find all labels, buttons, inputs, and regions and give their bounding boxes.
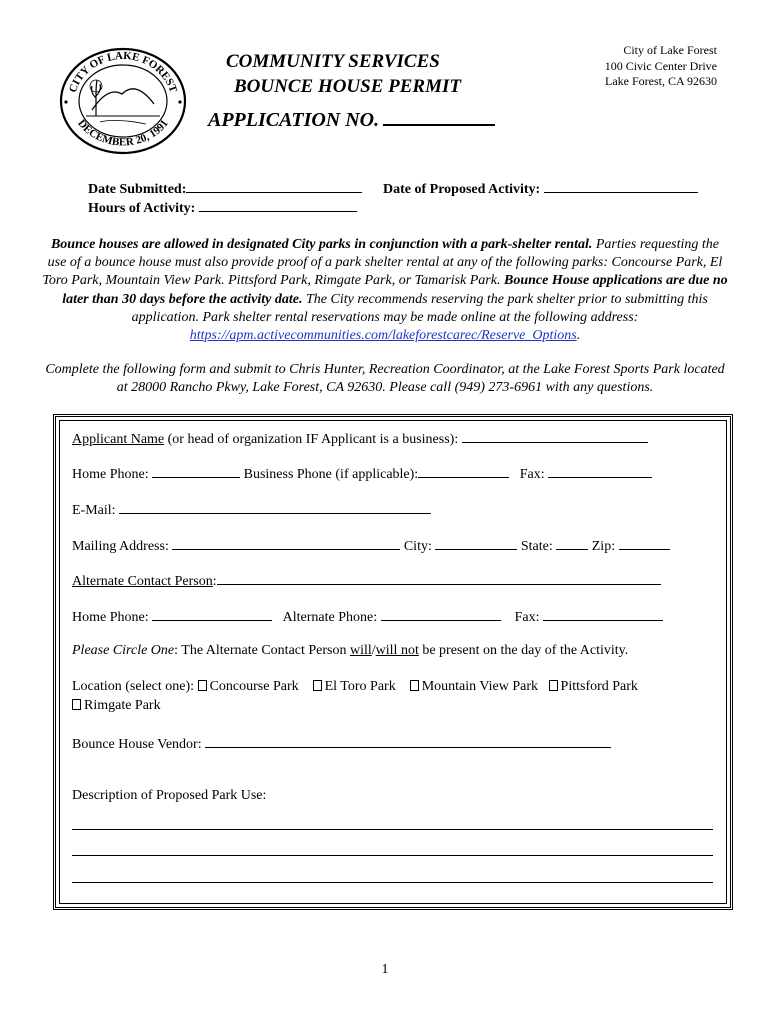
city-name: City of Lake Forest	[623, 43, 717, 57]
alternate-contact-label: Alternate Contact Person	[72, 574, 213, 589]
vendor-field[interactable]	[205, 734, 611, 748]
checkbox-icon[interactable]	[198, 680, 207, 691]
description-line-2[interactable]	[72, 855, 713, 856]
intro-bold-2: Bounce House applications are due no later than 30 days before the activity date.	[62, 273, 728, 307]
description-label: Description of Proposed Park Use:	[72, 788, 267, 803]
description-row	[72, 788, 266, 804]
will-not-option[interactable]: will not	[375, 643, 419, 658]
city-seal-logo	[56, 46, 190, 156]
title-community-services: COMMUNITY SERVICES	[226, 51, 440, 72]
location-option-el-toro[interactable]	[313, 679, 396, 694]
home-phone-field[interactable]	[152, 464, 240, 478]
application-form-box	[53, 414, 733, 910]
date-proposed-label: Date of Proposed Activity:	[383, 182, 541, 197]
alt-phone-label: Alternate Phone:	[282, 610, 381, 625]
hours-row	[88, 197, 357, 217]
location-label: Location (select one):	[72, 679, 198, 694]
alt-phone-field[interactable]	[381, 607, 501, 621]
email-row	[72, 500, 431, 519]
city-label: City:	[403, 539, 436, 554]
application-number-field[interactable]	[383, 107, 495, 126]
form-inner-border	[59, 420, 727, 904]
intro-text-2: The City recommends reserving the park shelter prior to submitting this application. Park shelter rental reservations may be made online at the following address:	[131, 291, 708, 325]
date-proposed-field[interactable]	[544, 178, 698, 193]
location-option-label: Concourse Park	[209, 679, 299, 694]
vendor-label: Bounce House Vendor:	[72, 737, 206, 752]
circle-one-label: Please Circle One	[72, 643, 175, 658]
mailing-address-label: Mailing Address:	[72, 539, 173, 554]
alt-home-phone-field[interactable]	[152, 607, 272, 621]
checkbox-icon[interactable]	[410, 680, 419, 691]
seal-bottom-text: DECEMBER 20, 1991	[75, 117, 171, 149]
location-option-pittsford[interactable]	[549, 679, 638, 694]
location-option-concourse[interactable]	[198, 679, 299, 694]
fax-label: Fax:	[519, 467, 549, 482]
alternate-contact-field[interactable]	[217, 571, 661, 585]
circle-one-end: be present on the day of the Activity.	[418, 643, 629, 658]
email-field[interactable]	[119, 500, 431, 514]
hours-field[interactable]	[199, 197, 357, 212]
alt-fax-field[interactable]	[543, 607, 663, 621]
location-option-rimgate[interactable]	[72, 698, 161, 713]
applicant-name-row	[72, 429, 648, 448]
alt-fax-label: Fax:	[514, 610, 543, 625]
location-option-label: El Toro Park	[324, 679, 396, 694]
circle-one-row	[72, 643, 628, 659]
location-option-mountain-view[interactable]	[410, 679, 538, 694]
location-option-label: Rimgate Park	[84, 698, 161, 713]
page-number: 1	[381, 962, 389, 977]
alternate-phone-row	[72, 607, 663, 626]
application-number-row	[208, 107, 495, 132]
title-bounce-house-permit: BOUNCE HOUSE PERMIT	[234, 76, 461, 97]
mailing-address-field[interactable]	[172, 536, 400, 550]
date-submitted-label: Date Submitted:	[88, 182, 187, 197]
location-option-label: Mountain View Park	[421, 679, 539, 694]
state-field[interactable]	[556, 536, 588, 550]
submission-paragraph: Complete the following form and submit to Chris Hunter, Recreation Coordinator, at the Lake Forest Sports Park located at 28000 Rancho Pkwy, Lake Forest, CA 92630. Please call (949) 273-6961 with any questions.	[45, 362, 725, 396]
applicant-name-label: Applicant Name	[72, 432, 165, 447]
application-number-label: APPLICATION NO.	[208, 109, 380, 131]
intro-bold-1: Bounce houses are allowed in designated City parks in conjunction with a park-shelter rental.	[50, 237, 593, 252]
svg-text:CITY OF LAKE FOREST	[67, 50, 180, 95]
alt-home-phone-label: Home Phone:	[72, 610, 153, 625]
checkbox-icon[interactable]	[72, 699, 81, 710]
date-proposed-row	[383, 178, 698, 198]
description-line-3[interactable]	[72, 882, 713, 883]
will-option[interactable]: will	[350, 643, 372, 658]
applicant-phone-row	[72, 464, 652, 483]
hours-label: Hours of Activity:	[88, 201, 196, 216]
intro-text-1: Parties requesting the use of a bounce house must also provide proof of a park shelter rental at any of the following parks: Concourse Park, El Toro Park, Mountain View Park. Pittsford Park, Rimgate Park, or Tamarisk Park.	[42, 237, 723, 289]
mailing-address-row	[72, 536, 670, 555]
intro-paragraph	[40, 236, 730, 345]
home-phone-label: Home Phone:	[72, 467, 153, 482]
seal-top-text: CITY OF LAKE FOREST	[66, 49, 180, 95]
date-submitted-row	[88, 178, 362, 198]
zip-label: Zip:	[591, 539, 619, 554]
alternate-contact-row	[72, 571, 661, 590]
business-phone-field[interactable]	[418, 464, 509, 478]
applicant-name-suffix: (or head of organization IF Applicant is a business):	[164, 432, 462, 447]
checkbox-icon[interactable]	[313, 680, 322, 691]
location-row	[72, 679, 638, 695]
location-option-label: Pittsford Park	[560, 679, 638, 694]
city-state-zip: Lake Forest, CA 92630	[605, 74, 717, 88]
checkbox-icon[interactable]	[549, 680, 558, 691]
applicant-name-field[interactable]	[462, 429, 648, 443]
reservation-link[interactable]: https://apm.activecommunities.com/lakeforestcarec/Reserve_Options	[189, 328, 577, 344]
will-separator: /	[371, 643, 376, 658]
zip-field[interactable]	[619, 536, 670, 550]
vendor-row	[72, 734, 611, 753]
date-submitted-field[interactable]	[186, 178, 362, 193]
business-phone-label: Business Phone (if applicable):	[243, 467, 419, 482]
alternate-contact-colon: :	[212, 574, 217, 589]
city-address-block	[605, 43, 717, 90]
intro-end: .	[576, 328, 581, 344]
description-line-1[interactable]	[72, 829, 713, 830]
city-field[interactable]	[435, 536, 517, 550]
fax-field[interactable]	[548, 464, 652, 478]
city-street: 100 Civic Center Drive	[604, 58, 717, 73]
circle-one-text: : The Alternate Contact Person	[174, 643, 350, 658]
email-label: E-Mail:	[72, 503, 120, 518]
location-row-2	[72, 698, 161, 714]
state-label: State:	[520, 539, 557, 554]
